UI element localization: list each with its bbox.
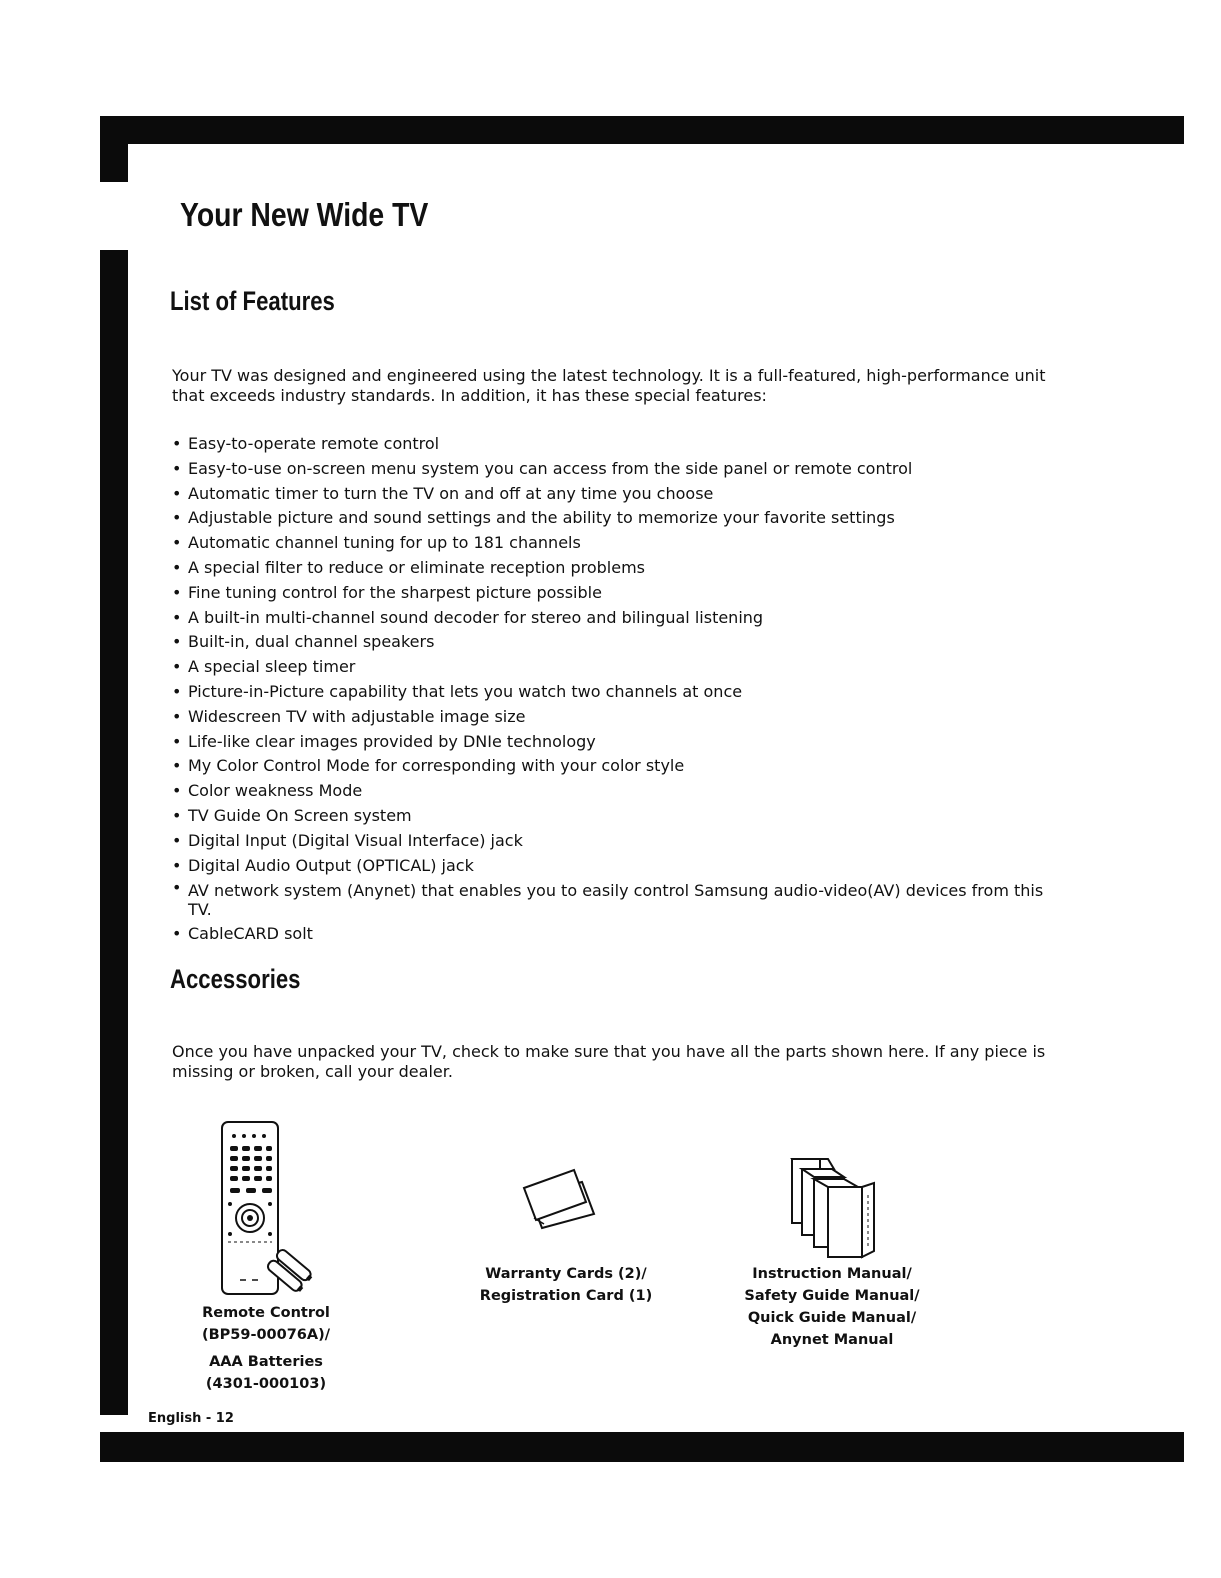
list-item: • A built-in multi-channel sound decoder for stereo and bilingual listening bbox=[172, 606, 1052, 631]
list-item: • Digital Audio Output (OPTICAL) jack bbox=[172, 854, 1052, 879]
list-item: • My Color Control Mode for corresponding with your color style bbox=[172, 754, 1052, 779]
accessory-label-line: Quick Guide Manual/ bbox=[747, 1310, 917, 1326]
accessory-label-line: Registration Card (1) bbox=[479, 1288, 653, 1304]
list-item: • Built-in, dual channel speakers bbox=[172, 630, 1052, 655]
list-item: • Life-like clear images provided by DNIe technology bbox=[172, 730, 1052, 755]
page-number-footer: English - 12 bbox=[148, 1411, 234, 1426]
features-intro: Your TV was designed and engineered using the latest technology. It is a full-featured, high-performance unit that exceeds industry standards. In addition, it has these special features: bbox=[172, 366, 1046, 405]
accessory-label-line: Warranty Cards (2)/ bbox=[485, 1266, 647, 1282]
features-list bbox=[172, 432, 1052, 947]
page-title: Your New Wide TV bbox=[180, 196, 429, 233]
list-item: • Picture-in-Picture capability that lets you watch two channels at once bbox=[172, 680, 1052, 705]
accessories-heading: Accessories bbox=[170, 964, 301, 994]
accessory-label-line: Anynet Manual bbox=[770, 1332, 894, 1348]
top-border-bar bbox=[100, 116, 1184, 144]
list-item: • Color weakness Mode bbox=[172, 779, 1052, 804]
left-border-bar bbox=[100, 250, 128, 1415]
warranty-cards-icon bbox=[520, 1166, 600, 1232]
list-item: • Automatic timer to turn the TV on and off at any time you choose bbox=[172, 482, 1052, 507]
list-item: • TV Guide On Screen system bbox=[172, 804, 1052, 829]
list-item: • A special sleep timer bbox=[172, 655, 1052, 680]
accessory-manuals bbox=[722, 1263, 942, 1351]
accessory-warranty-cards bbox=[466, 1263, 666, 1307]
accessories-intro: Once you have unpacked your TV, check to make sure that you have all the parts shown here. If any piece is missing or broken, call your dealer. bbox=[172, 1042, 1046, 1081]
list-item: • Adjustable picture and sound settings and the ability to memorize your favorite settings bbox=[172, 506, 1052, 531]
list-item: • Fine tuning control for the sharpest picture possible bbox=[172, 581, 1052, 606]
manuals-icon bbox=[788, 1155, 880, 1261]
accessory-remote-control bbox=[176, 1302, 356, 1395]
list-item: • Easy-to-use on-screen menu system you can access from the side panel or remote control bbox=[172, 457, 1052, 482]
features-heading: List of Features bbox=[170, 286, 335, 316]
accessory-label-line: (BP59-00076A)/ bbox=[201, 1327, 331, 1343]
accessory-label-line: Safety Guide Manual/ bbox=[744, 1288, 920, 1304]
list-item: • Widescreen TV with adjustable image size bbox=[172, 705, 1052, 730]
left-border-tab bbox=[100, 144, 128, 182]
bottom-border-bar bbox=[100, 1432, 1184, 1462]
list-item: • Easy-to-operate remote control bbox=[172, 432, 1052, 457]
accessory-label-line: AAA Batteries bbox=[209, 1354, 323, 1370]
list-item: • A special filter to reduce or eliminate reception problems bbox=[172, 556, 1052, 581]
accessory-label-line: Remote Control bbox=[202, 1305, 330, 1321]
remote-control-icon bbox=[216, 1118, 346, 1300]
accessory-label-line: (4301-000103) bbox=[205, 1376, 327, 1392]
accessory-label-line: Instruction Manual/ bbox=[752, 1266, 912, 1282]
list-item: • AV network system (Anynet) that enables you to easily control Samsung audio-video(AV) devices from this TV. bbox=[172, 878, 1052, 922]
list-item: • Digital Input (Digital Visual Interface) jack bbox=[172, 829, 1052, 854]
list-item: • CableCARD solt bbox=[172, 922, 1052, 947]
list-item: • Automatic channel tuning for up to 181 channels bbox=[172, 531, 1052, 556]
